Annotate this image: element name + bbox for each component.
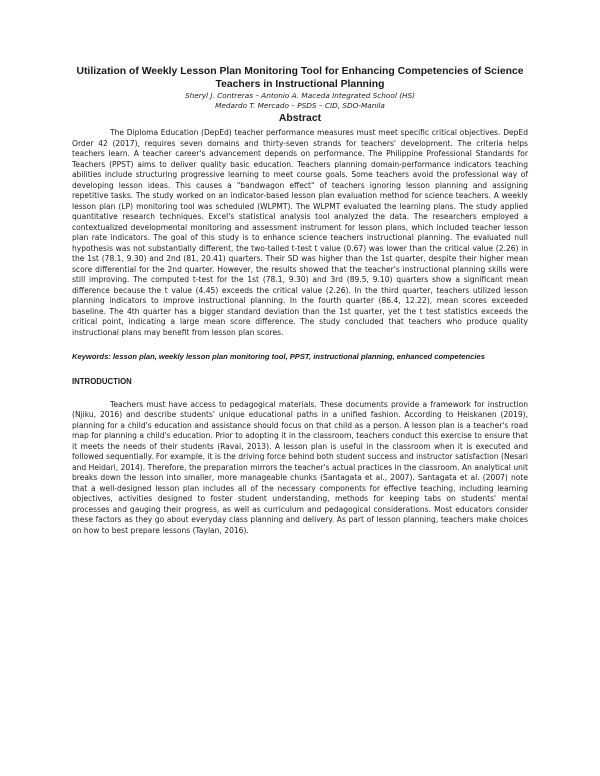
abstract-heading: Abstract — [278, 113, 322, 124]
keywords: Keywords: lesson plan, weekly lesson plan monitoring tool, PPST, instructional planning, enhanced competencies — [72, 352, 485, 361]
author-line-2: Medardo T. Mercado – PSDS – CID, SDO-Manila — [215, 101, 385, 110]
abstract-body: The Diploma Education (DepEd) teacher performance measures must meet specific critical objectives. DepEd Order 42 (2017), requires seven domains and thirty-seven strands for teachers' development. The criteria helps teachers learn. A teacher career's advancement depends on performance. The Philippine Professional Standards for Teachers (PPST) aims to deliver quality basic education. Teachers planning domain-performance indicators teaching abilities include structuring progressive learning to meet course goals. Some teachers avoid the professional way of developing lesson ideas. This causes a "bandwagon effect" of teachers ignoring lesson planning and assigning repetitive tasks. The study worked on an indicator-based lesson plan evaluation method for science teachers. A weekly lesson plan (LP) monitoring tool was scheduled (WLPMT). The WLPMT evaluated the learning plans. The study applied quantitative research techniques. Excel's statistical analysis tool analyzed the data. The researchers employed a contextualized developmental monitoring and assessment instrument for lesson plans, which included teacher lesson plan rate indicators. The goal of this study is to enhance science teachers instructional planning. The evaluated null hypothesis was not substantially different, the two-tailed t-test t value (0.67) was lower than the critical value (2.26) in the 1st (78.1, 9.30) and 2nd (81, 20.41) quarters. Their SD was higher than the 1st quarter, despite their higher mean score differential for the 2nd quarter. However, the results showed that the teacher's instructional planning skills were still improving. The computed t-test for the 1st (78.1, 9.30) and 3rd (89.5, 9.10) quarters show a significant mean difference because the t value (4.45) exceeds the critical value (2.26). In the third quarter, teachers utilized lesson planning indicators to improve instructional planning. In the fourth quarter (86.4, 12.22), mean scores exceeded baseline. The 4th quarter has a bigger standard deviation than the 1st quarter, yet the t test statistics exceeds the critical point, indicating a large mean score difference. The study concluded that teachers who produce quality instructional plans may benefit from lesson plan scores. — [72, 128, 528, 337]
paper-page — [72, 66, 528, 536]
author-line-1: Sheryl J. Contreras – Antonio A. Maceda Integrated School (HS) — [184, 91, 416, 100]
introduction-heading: INTRODUCTION — [72, 376, 132, 386]
introduction-body: Teachers must have access to pedagogical materials. These documents provide a framework for instruction (Njiku, 2016) and describe students' unique educational paths in a unified fashion. According to Heiskanen (2019), planning for a child's education and assistance should focus on that child as a person. A lesson plan is a teacher's road map for planning a child's education. Prior to adopting it in the classroom, teachers conduct this exercise to ensure that it meets the needs of their students (Ravai, 2013). A lesson plan is useful in the classroom when it is executed and followed sequentially. For example, it is the driving force behind both student success and instructor satisfaction (Nesari and Heidari, 2014). Therefore, the preparation mirrors the teacher's actual practices in the classroom. An analytical unit breaks down the lesson into smaller, more manageable chunks (Santagata et al., 2007). Santagata et al. (2007) note that a well-designed lesson plan includes all of the necessary components for effective teaching, including learning objectives, activities designed to foster student understanding, methods for keeping tabs on students' mental processes and gauging their progress, as well as curriculum and pedagogical considerations. Most educators consider these factors as they go about everyday class planning and delivery. As part of lesson planning, teachers make choices on how to best prepare lessons (Taylan, 2016). — [72, 399, 528, 535]
paper-title: Utilization of Weekly Lesson Plan Monitoring Tool for Enhancing Competencies of Science Teachers in Instructional Planning — [76, 66, 524, 90]
